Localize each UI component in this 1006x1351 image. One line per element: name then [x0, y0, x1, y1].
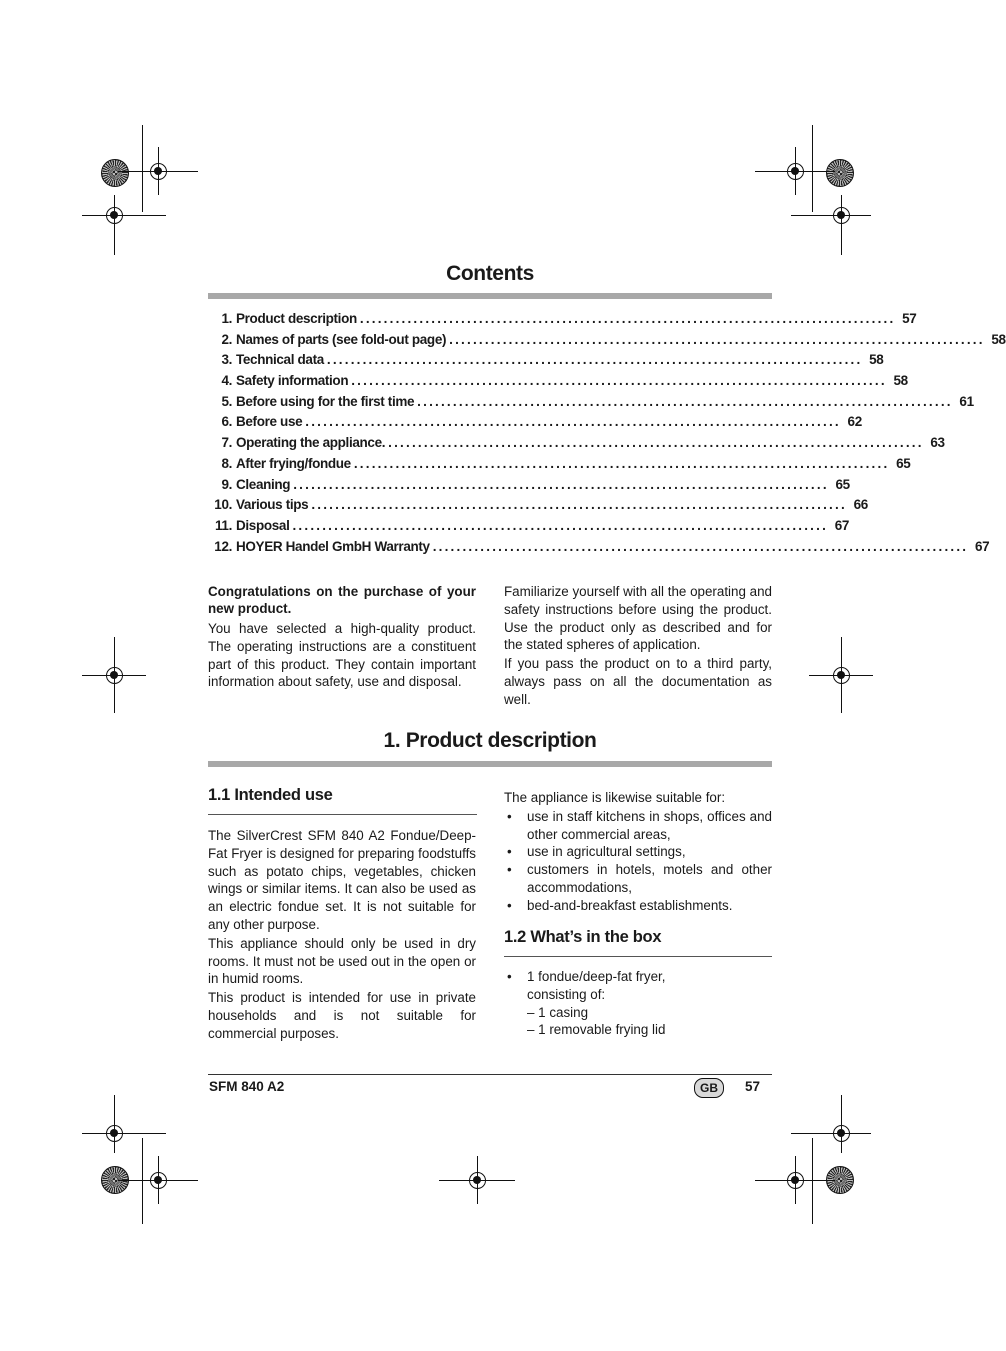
- subsection-heading-box-contents: 1.2 What’s in the box: [504, 928, 662, 946]
- suitable-for-block: [504, 789, 772, 915]
- footer-rule: [208, 1074, 772, 1075]
- toc-page: 58: [991, 331, 1006, 347]
- subsection-heading-intended-use: 1.1 Intended use: [208, 786, 333, 804]
- language-badge: GB: [694, 1078, 724, 1098]
- crop-line: [812, 1138, 813, 1224]
- toc-title: HOYER Handel GmbH Warranty: [236, 538, 430, 554]
- toc-leader-dots: ..........................................................................................: [359, 311, 896, 326]
- toc-entry[interactable]: [208, 538, 990, 560]
- list-item: [504, 968, 772, 1004]
- footer-model: SFM 840 A2: [209, 1079, 285, 1094]
- toc-entry[interactable]: [208, 517, 850, 539]
- toc-page: 66: [853, 497, 868, 513]
- crop-line: [812, 125, 813, 212]
- body-paragraph: The SilverCrest SFM 840 A2 Fondue/Deep-Fat Fryer is designed for preparing foodstuffs such as potato chips, vegetables, chicken wings or similar items. It can also be used as an electric fondue set. It is not suitable for any other purpose.: [208, 828, 476, 932]
- toc-title: Names of parts (see fold-out page): [236, 331, 447, 347]
- toc-number: 8.: [221, 455, 232, 471]
- list-item: • use in agricultural settings,: [504, 843, 772, 861]
- toc-page: 57: [902, 311, 917, 326]
- color-rosette-icon: [826, 159, 854, 187]
- intro-right-column: [504, 583, 772, 710]
- body-paragraph: The appliance is likewise suitable for:: [504, 790, 726, 805]
- subsection-rule: [208, 814, 477, 815]
- suitable-list: [504, 808, 772, 915]
- toc-title: Operating the appliance.: [236, 435, 386, 451]
- intro-paragraph: If you pass the product on to a third party, always pass on all the documentation as well.: [504, 656, 772, 707]
- crop-line: [142, 125, 143, 212]
- toc-entry[interactable]: [208, 331, 1006, 353]
- toc-entry[interactable]: [208, 311, 917, 332]
- toc-page: 58: [893, 373, 908, 389]
- toc-page: 61: [959, 393, 974, 409]
- toc-leader-dots: ..........................................................................................: [449, 331, 985, 347]
- toc-number: 1.: [221, 311, 232, 326]
- intro-paragraph: Familiarize yourself with all the operating and safety instructions before using the product. Use the product only as described and for the stated spheres of application.: [504, 584, 772, 653]
- toc-title: Before using for the first time: [236, 393, 415, 409]
- subsection-rule: [504, 956, 772, 957]
- intro-left-column: [208, 583, 476, 692]
- toc-page: 65: [896, 455, 911, 471]
- toc-title: Disposal: [236, 517, 290, 533]
- toc-title: Product description: [236, 311, 357, 326]
- toc-leader-dots: ..........................................................................................: [353, 455, 890, 471]
- table-of-contents: [208, 311, 1006, 559]
- toc-title: After frying/fondue: [236, 455, 351, 471]
- toc-title: Technical data: [236, 352, 324, 368]
- toc-number: 5.: [221, 393, 232, 409]
- toc-title: Cleaning: [236, 476, 291, 492]
- toc-leader-dots: ..........................................................................................: [293, 476, 829, 492]
- toc-entry[interactable]: [208, 352, 884, 373]
- toc-leader-dots: ..........................................................................................: [305, 414, 841, 430]
- body-paragraph: This product is intended for use in private households and is not suitable for commercial purposes.: [208, 990, 476, 1041]
- toc-number: 6.: [221, 414, 232, 430]
- toc-number: 11.: [215, 517, 232, 533]
- crop-line: [142, 1138, 143, 1224]
- box-contents-block: [504, 968, 772, 1039]
- toc-page: 67: [974, 538, 990, 554]
- congratulations-heading: Congratulations on the purchase of your new product.: [208, 584, 476, 616]
- toc-page: 63: [930, 435, 945, 451]
- color-rosette-icon: [101, 159, 129, 187]
- section-title-bar: [208, 761, 772, 767]
- toc-title: Before use: [236, 414, 303, 430]
- section-title: 1. Product description: [383, 729, 597, 752]
- toc-entry[interactable]: [208, 455, 911, 477]
- toc-number: 7.: [221, 435, 232, 451]
- list-item: • use in staff kitchens in shops, offices and other commercial areas,: [504, 808, 772, 844]
- toc-page: 62: [847, 414, 862, 430]
- toc-leader-dots: ..........................................................................................: [432, 538, 969, 554]
- intended-use-text: [208, 827, 476, 1044]
- toc-page: 58: [869, 352, 884, 368]
- toc-page: 67: [834, 517, 850, 533]
- toc-leader-dots: ..........................................................................................: [388, 435, 924, 451]
- toc-number: 4.: [221, 373, 232, 389]
- sub-list-item: – 1 casing: [527, 1004, 589, 1020]
- intro-paragraph: You have selected a high-quality product. The operating instructions are a constituent part of this product. They contain important information about safety, use and disposal.: [208, 621, 476, 690]
- toc-page: 65: [835, 476, 850, 492]
- toc-entry[interactable]: [208, 414, 862, 435]
- toc-number: 3.: [221, 352, 232, 368]
- toc-number: 2.: [221, 331, 232, 347]
- toc-number: 9.: [221, 476, 232, 492]
- toc-entry[interactable]: [208, 435, 945, 456]
- list-item-text: consisting of:: [527, 986, 606, 1002]
- toc-number: 12.: [214, 538, 232, 554]
- toc-leader-dots: ..........................................................................................: [311, 497, 847, 513]
- list-item: • customers in hotels, motels and other accommodations,: [504, 861, 772, 897]
- page-number: 57: [745, 1079, 761, 1094]
- toc-entry[interactable]: [208, 393, 974, 415]
- toc-entry[interactable]: [208, 497, 868, 518]
- toc-leader-dots: ..........................................................................................: [417, 393, 953, 409]
- box-contents-list: [504, 968, 772, 1004]
- toc-title: Various tips: [236, 497, 309, 513]
- toc-title: Safety information: [236, 373, 349, 389]
- toc-number: 10.: [214, 497, 232, 513]
- list-item: • bed-and-breakfast establishments.: [504, 897, 772, 915]
- contents-title-bar: [208, 293, 772, 299]
- toc-entry[interactable]: [208, 373, 908, 394]
- toc-leader-dots: ..........................................................................................: [292, 517, 829, 533]
- body-paragraph: This appliance should only be used in dry rooms. It must not be used out in the open or in humid rooms.: [208, 935, 476, 987]
- sub-list-item: – 1 removable frying lid: [527, 1022, 666, 1038]
- toc-entry[interactable]: [208, 476, 850, 498]
- contents-title: Contents: [446, 262, 534, 285]
- toc-leader-dots: ..........................................................................................: [351, 373, 887, 389]
- toc-leader-dots: ..........................................................................................: [326, 352, 863, 368]
- list-item-text: 1 fondue/deep-fat fryer,: [527, 969, 666, 984]
